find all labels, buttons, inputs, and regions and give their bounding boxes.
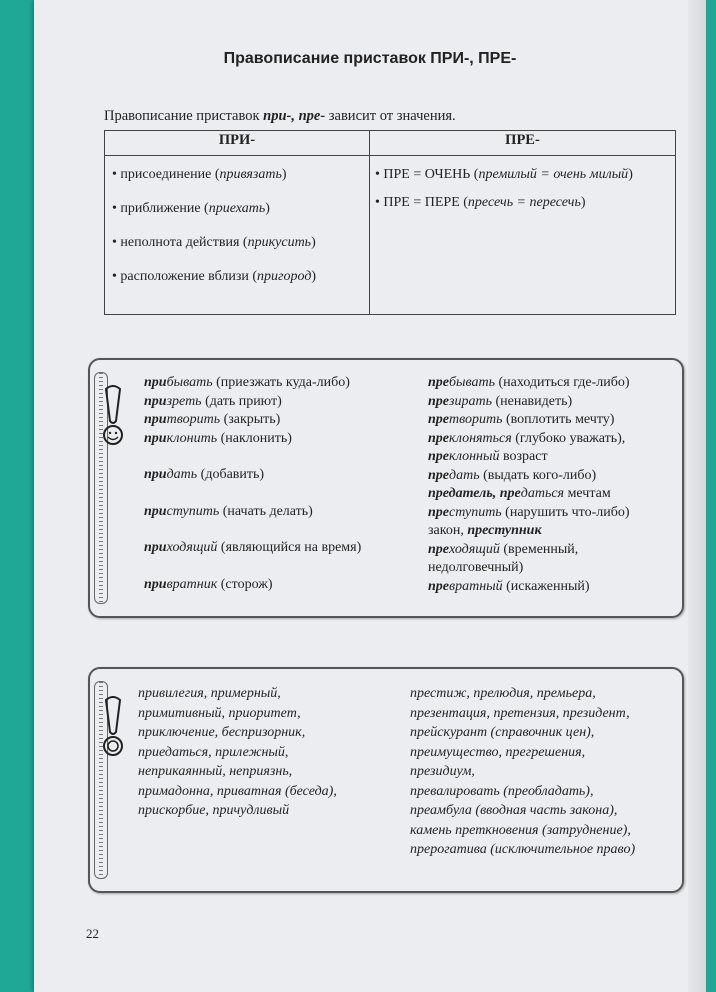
list-item	[428, 485, 630, 504]
prefix: при	[144, 412, 167, 427]
list-item	[428, 559, 630, 578]
word: зирать	[449, 393, 492, 409]
list-item: приедаться, прилежный,	[138, 744, 289, 760]
word: клонный	[449, 449, 500, 464]
list-item: превалировать (преобладать),	[410, 783, 594, 799]
word: дать	[166, 467, 198, 482]
prefix: при	[144, 393, 167, 409]
pre-rule	[375, 195, 674, 211]
list-item: преамбула (вводная часть закона),	[410, 803, 618, 818]
prefix: при	[144, 430, 167, 446]
prefix: пре	[428, 430, 449, 446]
page-number: 22	[86, 926, 99, 941]
word: творить	[449, 412, 503, 427]
rule-text: ПРЕ = ПЕРЕ (	[383, 195, 468, 210]
textbook-page	[34, 0, 706, 992]
word: ходящий	[166, 540, 218, 555]
meaning: (искаженный)	[502, 578, 590, 594]
intro-part: зависит от значения.	[325, 108, 456, 124]
header-pri: ПРИ-	[105, 131, 370, 156]
word: бывать	[166, 375, 213, 390]
word: вратник	[166, 576, 218, 592]
rules-table	[104, 130, 676, 315]
pri-rule	[112, 167, 368, 183]
prefix: при	[144, 576, 167, 592]
list-item	[144, 393, 361, 412]
list-item: примитивный, приоритет,	[138, 705, 301, 721]
list-item	[428, 448, 630, 467]
page-title: Правописание приставок ПРИ-, ПРЕ-	[223, 50, 517, 67]
rule-example: привязать	[219, 167, 282, 182]
list-item	[428, 393, 630, 412]
pri-vocabulary	[138, 684, 337, 821]
list-item: прейскурант (справочник цен),	[410, 725, 595, 740]
intro-bold: при-, пре-	[263, 108, 326, 124]
list-item: прерогатива (исключительное право)	[410, 842, 636, 857]
prefix: пре	[428, 541, 449, 557]
pre-cell	[370, 156, 676, 315]
list-item: приключение, беспризорник,	[138, 725, 306, 740]
intro-part: Правописание приставок	[104, 108, 264, 124]
prefix: при	[144, 375, 167, 390]
word: даться	[520, 486, 565, 501]
prefix: при	[144, 540, 167, 555]
list-item	[144, 430, 361, 449]
list-item	[144, 576, 361, 595]
prefix: пре	[428, 375, 449, 390]
rule-text: )	[311, 269, 317, 284]
meaning: (являющийся на время)	[217, 540, 362, 555]
word: клонить	[166, 430, 218, 446]
meaning: (нарушить что-либо)	[501, 504, 630, 520]
list-item	[144, 374, 361, 393]
page-edge-shadow	[688, 0, 706, 992]
list-item: преимущество, прегрешения,	[410, 744, 586, 760]
word: ступить	[166, 503, 220, 519]
rule-text: ПРЕ = ОЧЕНЬ (	[383, 167, 479, 182]
header-pre: ПРЕ-	[370, 131, 676, 156]
rule-text: )	[265, 201, 270, 216]
word: датель,	[448, 486, 500, 501]
prefix: пре	[428, 486, 449, 501]
rule-text: неполнота действия (	[120, 235, 248, 250]
list-item	[428, 430, 630, 449]
rule-example: премилый = очень милый	[478, 167, 629, 182]
intro-text	[104, 108, 456, 125]
list-item	[428, 467, 630, 486]
rule-text: расположение вблизи (	[120, 269, 258, 284]
word: ходящий	[449, 541, 500, 557]
prefix: при	[144, 467, 167, 482]
meaning: недолговечный)	[428, 560, 524, 575]
list-item: камень преткновения (затруднение),	[410, 822, 631, 838]
meaning: (дать приют)	[201, 393, 282, 409]
meaning: (ненавидеть)	[491, 393, 573, 409]
word: творить	[166, 412, 221, 427]
meaning: (начать делать)	[219, 503, 313, 519]
pri-examples	[144, 374, 361, 594]
rule-example: пригород	[257, 269, 312, 284]
meaning: (приезжать куда-либо)	[212, 375, 350, 390]
rule-text: приближение (	[120, 201, 209, 216]
meaning: (воплотить мечту)	[502, 412, 615, 427]
meaning: мечтам	[564, 486, 611, 501]
rule-example: приехать	[208, 201, 266, 216]
attention-icon	[98, 696, 128, 765]
pre-rule	[375, 167, 674, 183]
word: вратный	[449, 578, 503, 594]
prefix: пре	[428, 578, 449, 594]
rule-text: присоединение (	[120, 167, 220, 182]
meaning: возраст	[499, 449, 548, 464]
meaning: (находиться где-либо)	[495, 375, 630, 390]
word: бывать	[449, 375, 495, 390]
word: дать	[449, 467, 480, 483]
pri-rule	[112, 235, 368, 251]
rule-text: )	[311, 235, 316, 250]
list-item: прискорбие, причудливый	[138, 803, 290, 818]
meaning: (временный,	[499, 541, 579, 557]
rule-text: )	[580, 195, 586, 210]
prefix: пре	[428, 412, 449, 427]
meaning: (добавить)	[197, 467, 265, 482]
list-item	[428, 541, 630, 560]
meaning: (сторож)	[217, 576, 273, 592]
pre-vocabulary	[410, 684, 635, 860]
list-item	[428, 411, 630, 430]
list-item	[144, 539, 361, 558]
list-item: президиум,	[410, 764, 475, 779]
pri-cell	[105, 156, 370, 315]
prefix: пре	[499, 486, 521, 501]
word: преступник	[467, 523, 542, 538]
rule-text: )	[281, 167, 287, 182]
meaning: (глубоко уважать),	[511, 430, 626, 446]
prefix: пре	[428, 467, 449, 483]
meaning: (выдать кого-либо)	[479, 467, 597, 483]
list-item: неприкаянный, неприязнь,	[138, 764, 293, 779]
list-item	[144, 411, 361, 430]
attention-icon	[98, 385, 128, 454]
meaning: закон,	[428, 523, 468, 538]
list-item	[144, 466, 361, 485]
list-item	[428, 504, 630, 523]
rule-text: )	[628, 167, 633, 182]
list-item	[428, 374, 630, 393]
prefix: пре	[428, 393, 449, 409]
rule-example: пресечь = пересечь	[467, 195, 581, 210]
list-item: привилегия, примерный,	[138, 686, 281, 701]
list-item: престиж, прелюдия, премьера,	[410, 686, 596, 701]
list-item	[428, 578, 630, 597]
word: клоняться	[449, 430, 512, 446]
list-item: презентация, претензия, президент,	[410, 705, 630, 721]
pri-rule	[112, 201, 368, 217]
pri-rule	[112, 269, 368, 285]
list-item: примадонна, приватная (беседа),	[138, 783, 337, 799]
prefix: при	[144, 503, 167, 519]
pre-examples	[428, 374, 630, 596]
list-item	[428, 522, 630, 541]
word: зреть	[166, 393, 202, 409]
meaning: (наклонить)	[217, 430, 292, 446]
list-item	[144, 503, 361, 522]
meaning: (закрыть)	[220, 412, 281, 427]
prefix: пре	[428, 449, 449, 464]
prefix: пре	[428, 504, 449, 520]
word: ступить	[449, 504, 502, 520]
rule-example: прикусить	[247, 235, 312, 250]
